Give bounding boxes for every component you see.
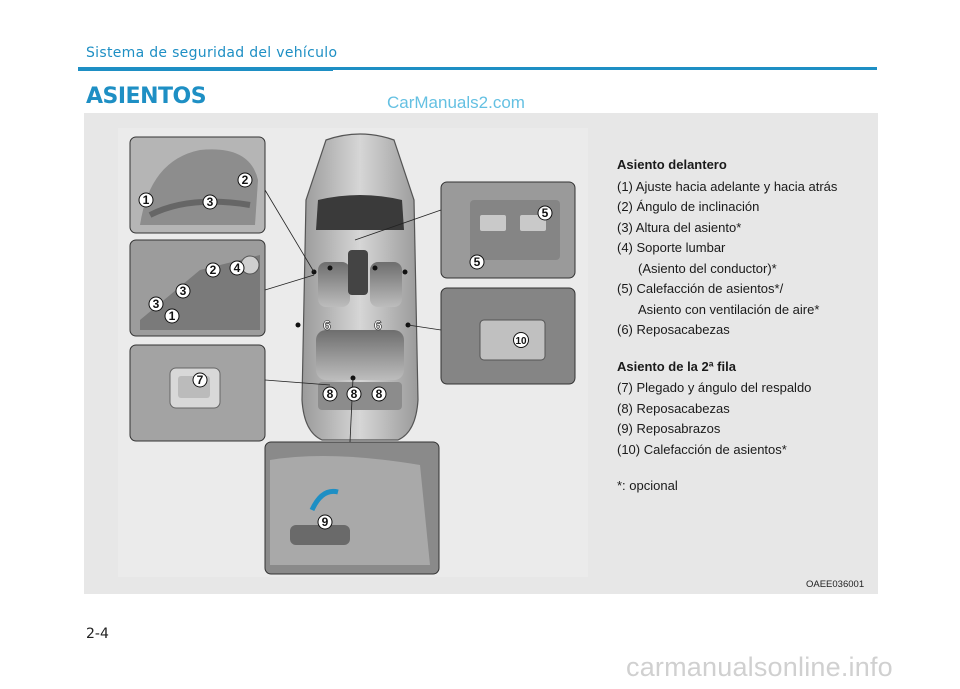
legend-front-heading: Asiento delantero bbox=[617, 157, 727, 172]
callout-5a: 5 bbox=[541, 206, 549, 220]
inset-seat-controls bbox=[130, 240, 265, 336]
legend-item: (3) Altura del asiento* bbox=[617, 219, 742, 235]
legend bbox=[617, 155, 867, 497]
page-number: 2-4 bbox=[86, 626, 109, 642]
legend-item: (7) Plegado y ángulo del respaldo bbox=[617, 380, 812, 395]
callout-7: 7 bbox=[196, 373, 204, 387]
legend-item: (8) Reposacabezas bbox=[617, 400, 730, 416]
callout-8b: 8 bbox=[350, 387, 358, 401]
legend-item: (9) Reposabrazos bbox=[617, 421, 721, 436]
legend-item-continuation: (Asiento del conductor)* bbox=[638, 260, 777, 276]
callout-5b: 5 bbox=[473, 255, 481, 269]
callout-2a: 2 bbox=[241, 173, 249, 187]
callout-9: 9 bbox=[321, 515, 329, 529]
watermark-top: CarManuals2.com bbox=[387, 93, 525, 112]
legend-rear-heading: Asiento de la 2ª fila bbox=[617, 358, 736, 374]
legend-note: *: opcional bbox=[617, 478, 678, 493]
figure-code: OAEE036001 bbox=[806, 579, 865, 590]
page-title: ASIENTOS bbox=[86, 84, 207, 109]
callout-8a: 8 bbox=[326, 387, 334, 401]
inset-heater-switches bbox=[441, 182, 575, 278]
legend-item: (1) Ajuste hacia adelante y hacia atrás bbox=[617, 178, 838, 194]
inset-rear-fold-lever bbox=[130, 345, 265, 441]
callout-3c: 3 bbox=[179, 284, 187, 298]
legend-item: (4) Soporte lumbar bbox=[617, 240, 726, 255]
inset-rear-heater-switch bbox=[441, 288, 575, 384]
callout-2b: 2 bbox=[209, 263, 217, 277]
callout-6a: 6 bbox=[323, 317, 331, 333]
legend-item: (10) Calefacción de asientos* bbox=[617, 441, 787, 457]
callout-10: 10 bbox=[515, 336, 527, 347]
legend-item: (5) Calefacción de asientos*/ bbox=[617, 281, 784, 296]
legend-item-continuation: Asiento con ventilación de aire* bbox=[638, 301, 820, 317]
callout-4: 4 bbox=[233, 261, 241, 275]
callout-3a: 3 bbox=[206, 195, 214, 209]
watermark-bottom: carmanualsonline.info bbox=[626, 652, 893, 682]
callout-1a: 1 bbox=[142, 193, 150, 207]
legend-item: (6) Reposacabezas bbox=[617, 322, 730, 337]
callout-3b: 3 bbox=[152, 297, 160, 311]
section-header: Sistema de seguridad del vehículo bbox=[86, 45, 338, 61]
legend-item: (2) Ángulo de inclinación bbox=[617, 199, 760, 214]
inset-rear-armrest bbox=[265, 442, 439, 574]
callout-8c: 8 bbox=[375, 387, 383, 401]
callout-1b: 1 bbox=[168, 309, 176, 323]
callout-6b: 6 bbox=[374, 317, 382, 333]
